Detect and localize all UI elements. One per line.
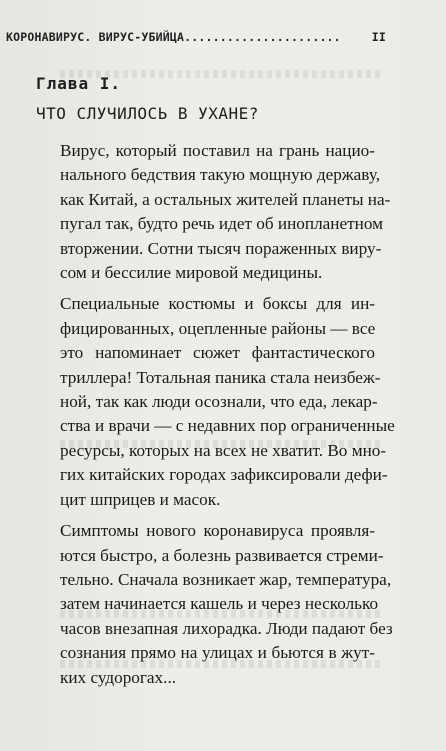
chapter-label: Глава I.	[36, 74, 122, 93]
text-line: ной, так как люди осознали, что еда, лекар-	[60, 392, 378, 412]
running-title: КОРОНАВИРУС. ВИРУС-УБИЙЦА......................	[6, 30, 341, 44]
text-line: гих китайских городах зафиксировали дефи-	[60, 465, 388, 485]
text-line: как Китай, а остальных жителей планеты на-	[60, 189, 391, 209]
text-line: ются быстро, а болезнь развивается стреми-	[60, 545, 384, 565]
paragraph	[36, 519, 393, 690]
text-line: Специальные костюмы и боксы для ин-	[60, 294, 375, 314]
running-header	[6, 30, 386, 44]
text-line: нального бедствия такую мощную державу,	[60, 165, 381, 185]
text-line: Вирус, который поставил на грань нацио-	[60, 141, 375, 160]
body-text	[36, 139, 395, 697]
text-line: затем начинается кашель и через несколько	[60, 594, 379, 614]
text-line: тельно. Сначала возникает жар, температура,	[60, 569, 392, 589]
text-line: фицированных, оцепленные районы — все	[60, 318, 376, 338]
chapter-title: ЧТО СЛУЧИЛОСЬ В УХАНЕ?	[36, 104, 259, 123]
text-line: пугал так, будто речь идет об инопланетном	[60, 214, 383, 234]
text-line: Симптомы нового коронавируса проявля-	[60, 521, 375, 541]
text-line: это напоминает сюжет фантастического	[60, 343, 375, 363]
text-line: сом и бессилие мировой медицины.	[60, 263, 323, 283]
paragraph	[36, 292, 395, 512]
text-line: часов внезапная лихорадка. Люди падают без	[60, 618, 393, 638]
text-line: сознания прямо на улицах и бьются в жут-	[60, 643, 375, 663]
page-number: II	[371, 30, 386, 44]
text-line: триллера! Тотальная паника стала неизбеж-	[60, 367, 381, 387]
text-line: цит шприцев и масок.	[60, 489, 221, 509]
text-line: вторжении. Сотни тысяч пораженных виру-	[60, 238, 382, 258]
text-line: ких судорогах...	[60, 667, 177, 687]
paragraph	[36, 139, 391, 285]
text-line: ства и врачи — с недавних пор ограниченные	[60, 416, 395, 436]
text-line: ресурсы, которых на всех не хватит. Во мно-	[60, 440, 387, 460]
